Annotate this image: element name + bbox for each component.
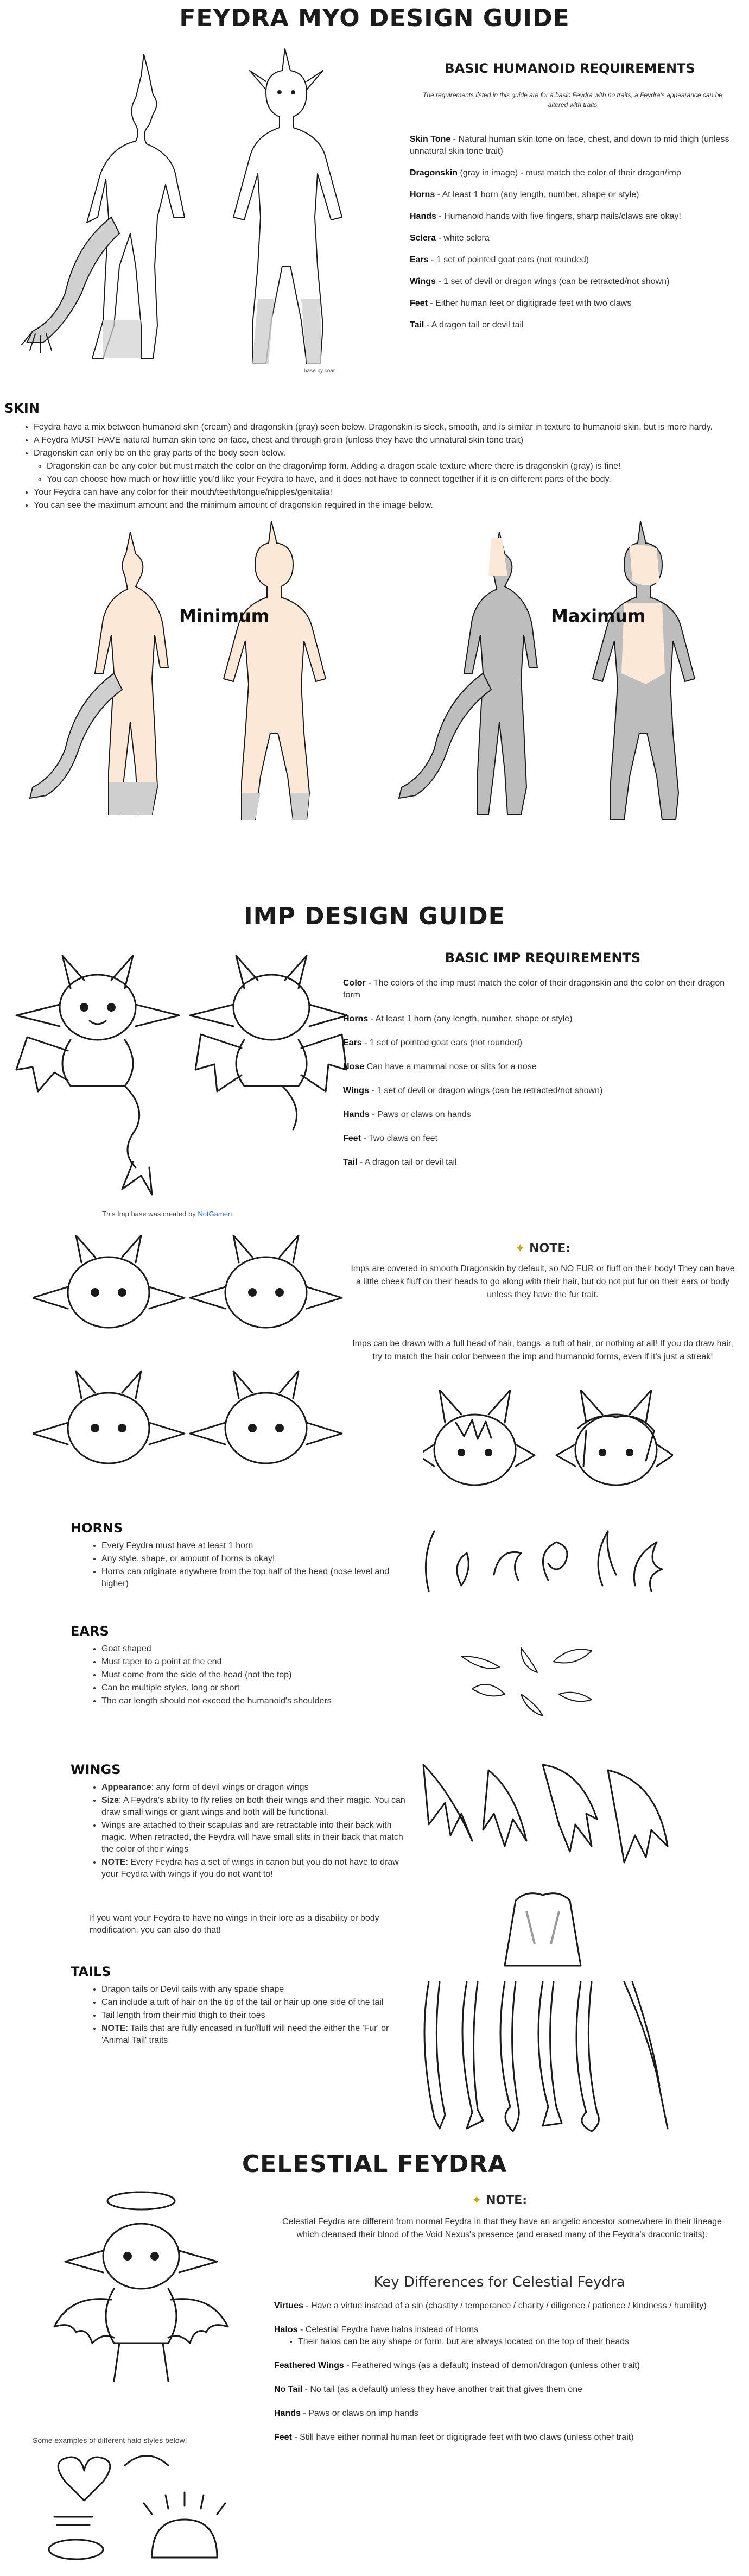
imp-req-tail: Tail - A dragon tail or devil tail <box>343 1158 457 1167</box>
celestial-virtues: Virtues - Have a virtue instead of a sin (chastity / temperance / charity / diligence / patience / kindness / humility) <box>274 2301 707 2310</box>
halo-examples-caption: Some examples of different halo styles below! <box>33 2436 187 2445</box>
horns-list: • Every Feydra must have at least 1 horn • Any style, shape, or amount of horns is okay! • Horns can originate anywhere from the top half of the head (nose level and higher) <box>90 1540 415 1591</box>
req-hands: Hands - Humanoid hands with five fingers, sharp nails/claws are okay! <box>410 212 681 221</box>
celestial-note-heading: ✦ NOTE: <box>471 2194 528 2207</box>
req-horns: Horns - At least 1 horn (any length, number, shape or style) <box>410 190 639 199</box>
celestial-feet: Feet - Still have either normal human feet or digitigrade feet with two claws (unless other trait) <box>274 2433 634 2442</box>
req-feet: Feet - Either human feet or digitigrade feet with two claws <box>410 299 632 308</box>
imp-req-feet: Feet - Two claws on feet <box>343 1134 438 1143</box>
dragonskin-maximum-image <box>391 510 727 825</box>
tails-list: • Dragon tails or Devil tails with any spade shape • Can include a tuft of hair on the tip of the tail or hair up one side of the tail • Tail length from their mid thigh to their toes • NOTE: Tails that are fully encased in fur/fluff will need the either the 'Fur' or 'Animal Tail' traits <box>90 1984 410 2048</box>
horns-heading: HORNS <box>71 1520 123 1536</box>
imp-req-hands: Hands - Paws or claws on hands <box>343 1110 471 1119</box>
humanoid-requirements-title: BASIC HUMANOID REQUIREMENTS <box>445 61 695 76</box>
celestial-wings: Feathered Wings - Feathered wings (as a default) instead of demon/dragon (unless other trait) <box>274 2361 640 2370</box>
skin-heading: SKIN <box>4 401 40 416</box>
celestial-note-text: Celestial Feydra are different from normal Feydra in that they have an angelic ancestor somewhere in their lineage which cleansed their blood of the Void Nexus's presence (and erased many of the Feydra's draconic traits). <box>282 2217 722 2239</box>
req-sclera: Sclera - white sclera <box>410 233 490 243</box>
myo-title: FEYDRA MYO DESIGN GUIDE <box>179 4 570 32</box>
imp-requirements-title: BASIC IMP REQUIREMENTS <box>445 950 641 965</box>
tail-examples-image <box>418 1977 673 2134</box>
imp-note-heading: ✦ NOTE: <box>515 1242 571 1255</box>
minimum-label: Minimum <box>179 605 270 626</box>
sparkle-icon: ✦ <box>515 1242 525 1255</box>
celestial-differences-title: Key Differences for Celestial Feydra <box>373 2274 625 2290</box>
skin-list: • Feydra have a mix between humanoid skin (cream) and dragonskin (gray) seen below. Dragonskin is sleek, smooth, and is similar in texture to humanoid skin, but is more hardy. • A Feydra MUST HAVE natural human skin tone on face, chest and through groin (unless they have the unnatural skin tone trait) • Dragonskin can only be on the gray parts of the body seen below. ◦ Dragonskin can be any color but must match the color on the dragon/imp form. Adding a dragon scale texture where there is dragonskin (gray) is fine! ◦ You can choose how much or how little you'd like your Feydra to have, and it does not have to connect together if it is on different parts of the body. • Your Feydra can have any color for their mouth/teeth/tongue/nipples/genitalia! • You can see the maximum amount and the minimum amount of dragonskin required in the image below. <box>22 421 738 513</box>
wings-list: • Appearance: any form of devil wings or dragon wings • Size: A Feydra's ability to fly relies on both their wings and their magic. You can draw small wings or giant wings and both will be functional. • Wings are attached to their scapulas and are retractable into their back with magic. When retracted, the Feydra will have small slits in their back that match the color of their wings • NOTE: Every Feydra has a set of wings in canon but you do not have to draw your Feydra with wings if you do not want to! <box>90 1782 410 1882</box>
ears-list: • Goat shaped • Must taper to a point at the end • Must come from the side of the head (not the top) • Can be multiple styles, long or short • The ear length should not exceed the humanoid's shoulders <box>90 1643 415 1708</box>
imp-note-text-1: Imps are covered in smooth Dragonskin by default, so NO FUR or fluff on their body! They can have a little cheek fluff on their heads to go along with their hair, but do not put fur on their ears or body unless they have the fur trait. <box>351 1264 735 1299</box>
wings-extra-note: If you want your Feydra to have no wings in their lore as a disability or body modification, you can also do that! <box>90 1914 379 1935</box>
ear-examples-image <box>461 1645 602 1721</box>
imp-note-text-2: Imps can be drawn with a full head of hair, bangs, a tuft of hair, or nothing at all! If you do draw hair, try to match the hair color between the imp and humanoid forms, even if it's just a streak! <box>352 1339 733 1361</box>
humanoid-lineart-image <box>11 38 402 386</box>
maximum-label: Maximum <box>551 605 646 626</box>
wing-examples-image <box>418 1759 673 1977</box>
myo-req-list <box>410 134 735 331</box>
imp-heads-grid-image <box>33 1235 358 1518</box>
req-dragonskin: Dragonskin (gray in image) - must match the color of their dragon/imp <box>410 168 681 178</box>
req-skin-tone: Skin Tone - Natural human skin tone on face, chest, and down to mid thigh (unless unnatural skin tone trait) <box>410 135 729 156</box>
celestial-halo-sub: • Their halos can be any shape or form, but are always located on the top of their heads <box>298 2336 735 2348</box>
celestial-title: CELESTIAL FEYDRA <box>242 2150 507 2178</box>
base-credit: base by coar <box>304 368 335 374</box>
celestial-no-tail: No Tail - No tail (as a default) unless they have another trait that gives them one <box>274 2385 582 2394</box>
tails-heading: TAILS <box>71 1964 111 1979</box>
imp-hair-examples-image <box>423 1390 673 1499</box>
humanoid-front-figure <box>233 49 342 364</box>
sparkle-icon: ✦ <box>471 2194 482 2207</box>
imp-req-color: Color - The colors of the imp must match the color of their dragonskin and the color on their dragon form <box>343 978 725 1000</box>
imp-req-list <box>343 977 742 1169</box>
imp-req-nose: Nose Can have a mammal nose or slits for a nose <box>343 1062 537 1071</box>
req-wings: Wings - 1 set of devil or dragon wings (can be retracted/not shown) <box>410 277 670 286</box>
imp-title: IMP DESIGN GUIDE <box>244 902 505 930</box>
ears-heading: EARS <box>71 1624 109 1639</box>
celestial-imp-image <box>38 2186 244 2408</box>
wings-heading: WINGS <box>71 1762 121 1777</box>
dragonskin-minimum-image <box>22 510 358 825</box>
halo-examples-image <box>43 2449 250 2574</box>
celestial-differences-list <box>274 2300 735 2444</box>
req-ears: Ears - 1 set of pointed goat ears (not rounded) <box>410 255 589 264</box>
horn-examples-image <box>418 1526 668 1596</box>
imp-req-horns: Horns - At least 1 horn (any length, number, shape or style) <box>343 1014 573 1024</box>
celestial-hands: Hands - Paws or claws on imp hands <box>274 2409 418 2418</box>
humanoid-back-figure <box>22 54 185 358</box>
celestial-halos: Halos - Celestial Feydra have halos instead of Horns <box>274 2325 479 2334</box>
imp-req-wings: Wings - 1 set of devil or dragon wings (can be retracted/not shown) <box>343 1086 603 1095</box>
req-tail: Tail - A dragon tail or devil tail <box>410 320 524 330</box>
imp-base-lineart-image <box>11 934 347 1227</box>
imp-req-ears: Ears - 1 set of pointed goat ears (not rounded) <box>343 1038 522 1047</box>
imp-base-author-link[interactable]: NotGamen <box>198 1210 232 1218</box>
myo-intro: The requirements listed in this guide are for a basic Feydra with no traits; a Feydra's appearance can be altered with traits <box>423 91 722 109</box>
imp-base-caption: This Imp base was created by NotGamen <box>102 1210 232 1218</box>
